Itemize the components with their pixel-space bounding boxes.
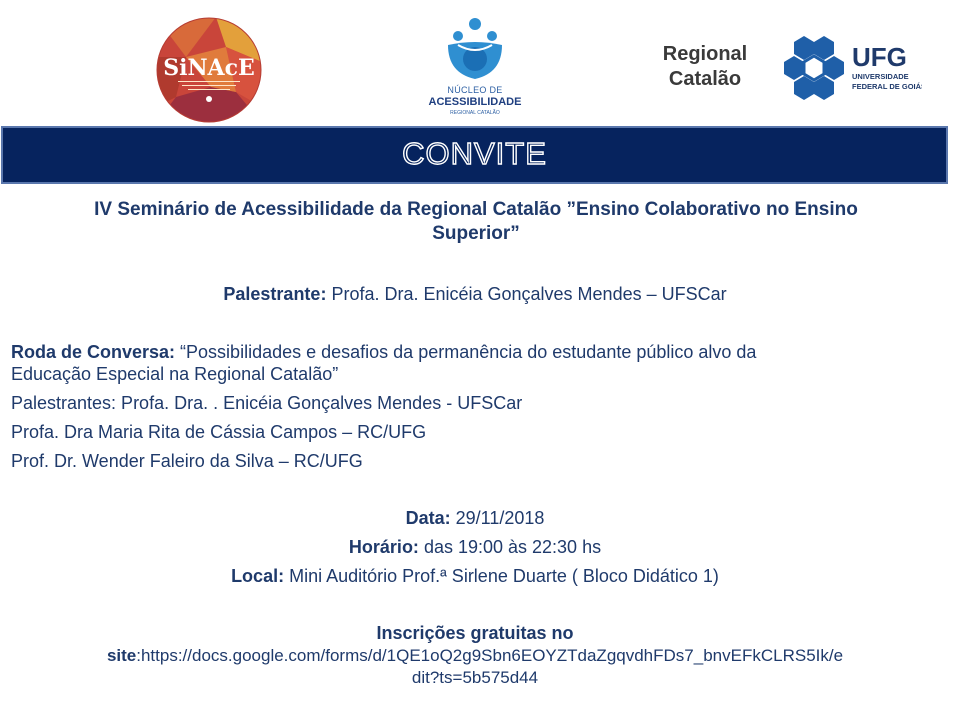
roda-label: Roda de Conversa: xyxy=(11,342,176,362)
ufg-sub-2: FEDERAL DE GOIÁS xyxy=(852,82,922,91)
place-value: Mini Auditório Prof.ª Sirlene Duarte ( Bloco Didático 1) xyxy=(284,566,719,586)
nucleo-label-1: NÚCLEO DE xyxy=(447,85,503,95)
date-label: Data: xyxy=(405,508,451,528)
nucleo-label-2: ACESSIBILIDADE xyxy=(428,96,522,108)
regional-line-2: Catalão xyxy=(668,68,742,90)
ufg-logo xyxy=(782,34,922,102)
registration-site-label: site xyxy=(106,646,137,665)
event-title xyxy=(4,198,948,246)
roda-speakers-1: Palestrantes: Profa. Dra. . Enicéia Gonçalves Mendes - UFSCar xyxy=(11,393,523,413)
roda-speakers-3: Prof. Dr. Wender Faleiro da Silva – RC/UFG xyxy=(11,451,363,471)
roda-value-1: “Possibilidades e desafios da permanência do estudante público alvo da xyxy=(175,342,757,362)
place-label: Local: xyxy=(231,566,285,586)
speaker-label: Palestrante: xyxy=(223,284,327,304)
sinace-logo xyxy=(156,17,262,123)
nucleo-figure-icon xyxy=(420,15,530,85)
sinace-logo-text: SiNAcE xyxy=(163,55,255,81)
time-value: das 19:00 às 22:30 hs xyxy=(418,537,602,557)
date-value: 29/11/2018 xyxy=(450,508,545,528)
ufg-name: UFG xyxy=(852,42,907,72)
ufg-sub-1: UNIVERSIDADE xyxy=(852,72,909,81)
nucleo-acessibilidade-logo xyxy=(420,15,530,121)
event-title-line-1: IV Seminário de Acessibilidade da Regional Catalão ”Ensino Colaborativo no Ensino xyxy=(94,199,858,220)
time-label: Horário: xyxy=(348,537,419,557)
time-line xyxy=(0,536,950,558)
convite-banner xyxy=(1,126,948,184)
registration-url-2[interactable]: dit?ts=5b575d44 xyxy=(411,668,539,687)
place-line xyxy=(0,565,950,587)
regional-line-1: Regional xyxy=(662,43,748,65)
roda-speakers-2: Profa. Dra Maria Rita de Cássia Campos – RC/UFG xyxy=(11,422,427,442)
registration-url-line-1 xyxy=(0,645,950,667)
registration-heading: Inscrições gratuitas no xyxy=(376,623,574,643)
speaker-line xyxy=(0,283,950,305)
banner-title: CONVITE xyxy=(402,136,547,171)
regional-catalao-label xyxy=(652,42,758,92)
event-title-line-2: Superior” xyxy=(432,223,520,244)
ufg-hexagon-icon xyxy=(784,36,844,100)
speaker-value: Profa. Dra. Enicéia Gonçalves Mendes – UFSCar xyxy=(326,284,727,304)
registration-url-1[interactable]: :https://docs.google.com/forms/d/1QE1oQ2g9Sbn6EOYZTdaZgqvdhFDs7_bnvEFkCLRS5Ik/e xyxy=(136,646,844,665)
date-line xyxy=(0,507,950,529)
nucleo-label-3: REGIONAL CATALÃO xyxy=(450,110,500,116)
roda-value-2: Educação Especial na Regional Catalão” xyxy=(11,364,339,384)
roda-line-1 xyxy=(11,341,941,363)
